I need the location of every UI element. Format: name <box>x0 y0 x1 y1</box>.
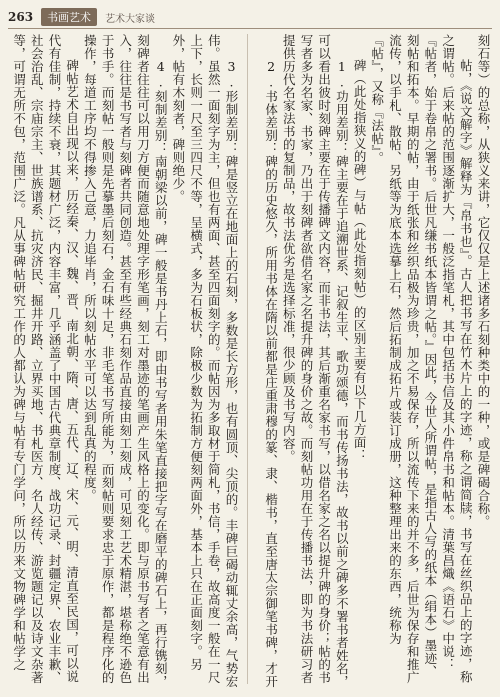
paragraph: 碑（此处指狭义的碑）与帖（此处指刻帖）的区别主要有以下几方面： <box>352 59 368 462</box>
section-name: 艺术大家谈 <box>105 13 156 25</box>
paragraph: 1.功用差别：碑主要在于追溯世系、记叙生平、歌功颂德，而书传扬书法，故书以前之碑多不署书者姓名，可以看出彼时刻碑主要在于传播碑文内容，而非书法，其后渐重名家书写，以借名家之名以提升碑的身价；帖的书写者多为名家、书家，乃出于刻碑者欲借名家之名提升碑的身价之故。而刻帖功用在于传播书法，即为书法研习者提供历代名家法书的复制品，故书法优劣是选择标准，很少顾及书写内容。 <box>281 34 350 688</box>
left-column <box>8 34 240 689</box>
paragraph: 2.书体差别：碑的历史悠久，所用书体在隋以前都是庄重肃穆的篆、隶、楷书，直至唐太宗御笔书碑，才开 <box>263 59 279 688</box>
page-header <box>8 8 492 26</box>
column-divider <box>247 34 248 684</box>
paragraph: 帖，《说文解字》解释为『帛书也』。古人把书写在竹木片上的字迹，称之谓简牍，书写在丝织品上的字迹，称之谓帖。后来帖的范围逐渐扩大，一般泛指笔札，其中包括书信及其小件帛书和帖本。清葉昌熾《语石》中说：『帖者，始于卷帛之署书。后世凡缣书纸本皆谓之帖。』因此，今世人所谓帖，是指古人写的纸本（绢本）墨迹、刻帖和拓本。早期的帖，由于纸张和丝织品极为珍贵，加之不易保存，所以流传下来的并不多，后世为保存和推广流传，以手札、散帖、另纸等为底本选摹上石，然后拓制成拓片或装订成册，这种整理出来的东西，统称为『帖』，又称『法帖』。 <box>369 34 474 684</box>
paragraph: 3.形制差别：碑是竖立在地面上的石刻，多数是长方形，也有圆顶、尖顶的。丰碑巨碣动辄丈余高，气势宏伟。虽然一面刻字为主，但也有两面、甚至四面刻字的。而帖因为多取材于简札，书信，手卷，故高度一般在一尺上下，长则一尺至三四尺不等，呈横式，多为石板状，除极少数为拓制方便刻两面外，基本上只在正面刻字。另外，帖有木刻者，碑则绝少。 <box>170 34 239 688</box>
page-number: 263 <box>8 10 34 24</box>
header-rule <box>8 28 492 29</box>
journal-name: 书画艺术 <box>41 8 97 26</box>
paragraph: 刻石等）的总称，从狭义来讲，它仅仅是上述诸多石刻种类中的一种，或是碑碣合称。 <box>476 34 491 528</box>
right-column <box>260 34 492 689</box>
paragraph: 碑帖艺术自出现以来，历经秦、汉、魏、晋、南北朝、隋、唐、五代、辽、宋、元、明、清直至民国，可以说代有佳制，持续不衰，其题材广泛，内容丰富，几乎涵盖了中国古代典章制度、战功记录、封疆定界、农业丰歉、社会治乱、宗庙宗主、世族谱系、抗灾济民、掘井开路、立界买地、书札医方、名人经传、游览题记以及诗文杂著等，可谓无所不包，范围广泛。凡从事碑帖研究工作的人都认为碑与帖有专门学问，所以历来文物碑学和帖学之 <box>11 34 80 684</box>
paragraph: 4.刻制差别：南朝梁以前，碑一般是书丹上石，即由书写者用朱笔直接把字写在磨平的碑石上，再行镌刻，刻碑者往往可以用刀方便而随意地处理字形笔画，刻工对墨迹的笔画产生风格上的变化。即与原书写者之笔意有出入，往往是书写者与刻碑者共同创造。甚至有些经典石刻作品直接由刻工刻成，可见刻工艺术精湛，堪称绝不逊色于书手。而刻帖一般则是先摹墨后刻石，金石味十足，非毛笔书写所能为，而刻帖则要求忠于原作，都是程序化的操作，每道工序均不得掺入己意，力追毕肖，所以刻帖水平可以达到乱真的程度。 <box>82 34 169 688</box>
